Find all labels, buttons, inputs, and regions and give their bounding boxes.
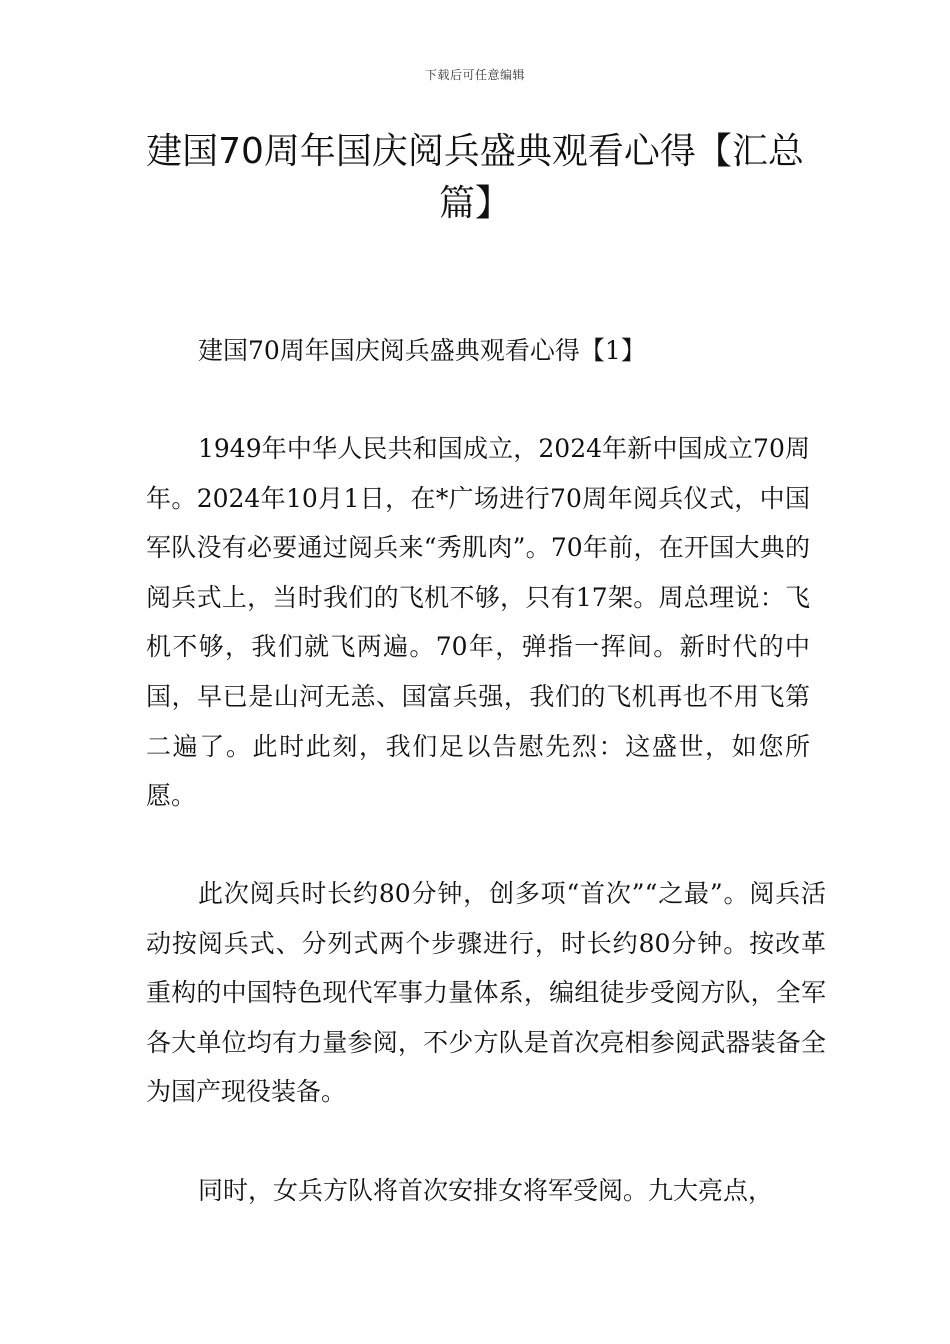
paragraph: 1949年中华人民共和国成立，2024年新中国成立70周年。2024年10月1日，在*广场进行70周年阅兵仪式，中国军队没有必要通过阅兵来“秀肌肉”。70年前，在开国大典的阅兵式上，当时我们的飞机不够，只有17架。周总理说：飞机不够，我们就飞两遍。70年，弹指一挥间。新时代的中国，早已是山河无恙、国富兵强，我们的飞机再也不用飞第二遍了。此时此刻，我们足以告慰先烈：这盛世，如您所愿。 <box>146 434 810 811</box>
header-note: 下载后可任意编辑 <box>424 68 525 82</box>
paragraph: 同时，女兵方队将首次安排女将军受阅。九大亮点， <box>198 1176 774 1205</box>
document-title: 建国70周年国庆阅兵盛典观看心得【汇总篇】 <box>146 131 804 224</box>
paragraph: 此次阅兵时长约80分钟，创多项“首次”“之最”。阅兵活动按阅兵式、分列式两个步骤进行，时长约80分钟。按改革重构的中国特色现代军事力量体系，编组徒步受阅方队，全军各大单位均有力量参阅，不少方队是首次亮相参阅武器装备全为国产现役装备。 <box>146 879 826 1107</box>
section-title: 建国70周年国庆阅兵盛典观看心得【1】 <box>198 336 646 365</box>
